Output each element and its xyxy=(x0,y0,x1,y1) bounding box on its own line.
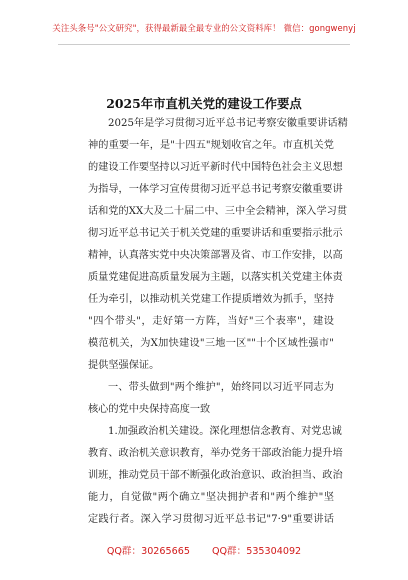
paragraph-line: 为指导，一体学习宣传贯彻习近平总书记考察安徽重要讲 xyxy=(88,184,343,195)
promo-footer xyxy=(0,543,408,557)
item-line: 教育、政治机关意识教育，举办党务干部政治能力提升培 xyxy=(88,448,343,459)
paragraph-line: 神的重要一年，是"十四五"规划收官之年。市直机关党 xyxy=(88,140,334,151)
item-line: 训班，推动党员干部不断强化政治意识、政治担当、政治 xyxy=(88,470,343,481)
item-line: 能力，自觉做"两个确立"坚决拥护者和"两个维护"坚 xyxy=(88,492,334,503)
qq-group-1: QQ群：30265665 xyxy=(106,546,190,557)
section-heading-line: 一、带头做到"两个维护"，始终同以习近平同志为 xyxy=(108,382,334,393)
qq-group-2: QQ群：535304092 xyxy=(211,546,302,557)
item-line: 1.加强政治机关建设。深化理想信念教育、对党忠诚 xyxy=(108,426,342,437)
header-divider xyxy=(58,44,350,45)
paragraph-line: "四个带头"，走好第一方阵，当好"三个表率"，建设 xyxy=(88,316,334,327)
paragraph-line: 话和党的XX大及二十届二中、三中全会精神，深入学习贯 xyxy=(88,206,348,217)
promo-header xyxy=(8,22,400,34)
wechat-contact: 微信：gongwenyj xyxy=(283,23,356,33)
section-heading-line: 核心的党中央保持高度一致 xyxy=(88,404,211,415)
item-line: 定践行者。深入学习贯彻习近平总书记"7·9"重要讲话 xyxy=(88,514,334,525)
paragraph-line: 质量党建促进高质量发展为主题，以落实机关党建主体责 xyxy=(88,272,343,283)
document-title: 2025年市直机关党的建设工作要点 xyxy=(106,96,302,111)
promo-text: 关注头条号"公文研究"，获得最新最全最专业的公文资料库！ xyxy=(52,23,281,33)
document-body xyxy=(88,113,348,531)
paragraph-line: 模范机关，为X加快建设"三地一区""十个区域性强市" xyxy=(88,338,334,349)
paragraph-line: 彻习近平总书记关于机关党建的重要讲话和重要指示批示 xyxy=(88,228,343,239)
paragraph-line: 精神，认真落实党中央决策部署及省、市工作安排，以高 xyxy=(88,250,343,261)
paragraph-line: 的建设工作要坚持以习近平新时代中国特色社会主义思想 xyxy=(88,162,343,173)
paragraph-line: 2025年是学习贯彻习近平总书记考察安徽重要讲话精 xyxy=(108,118,348,129)
paragraph-line: 提供坚强保证。 xyxy=(88,360,160,371)
paragraph-line: 任为牵引，以推动机关党建工作提质增效为抓手，坚持 xyxy=(88,294,334,305)
